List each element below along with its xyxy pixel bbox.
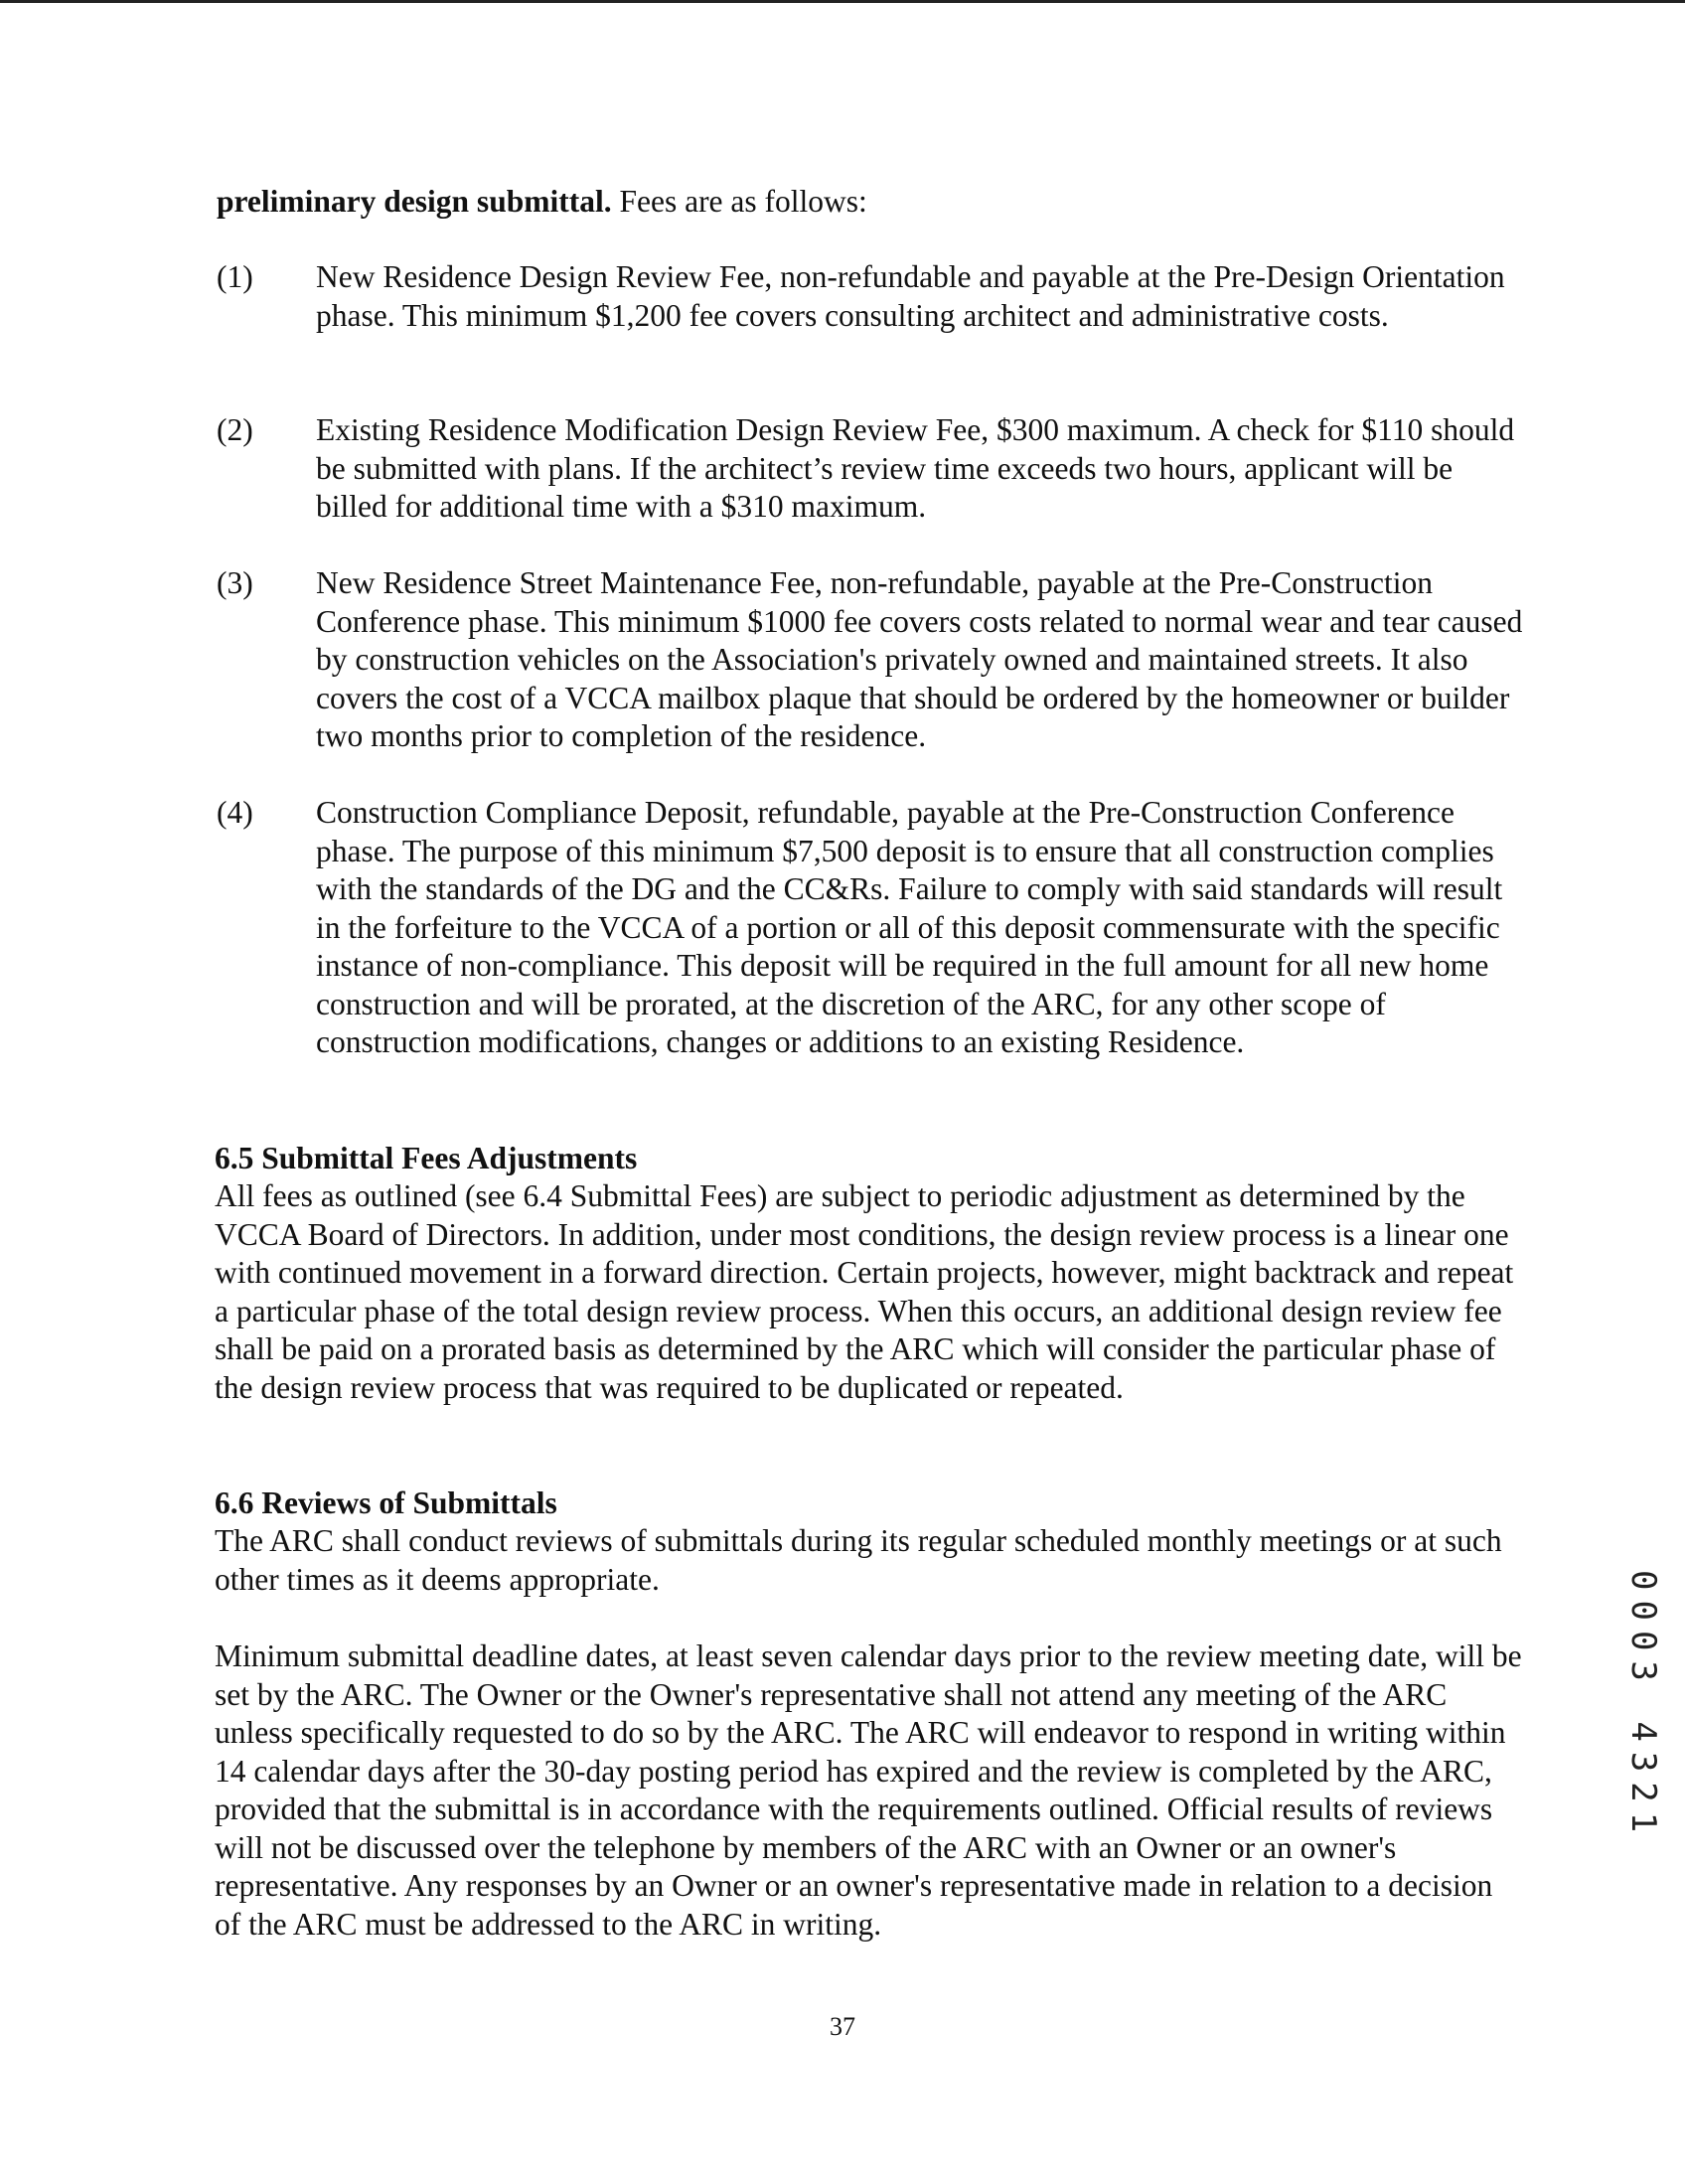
fee-item-1-text: New Residence Design Review Fee, non-refundable and payable at the Pre-Design Orientation phase. This minimum $1,200 fee covers consulting architect and administrative costs. — [316, 259, 1505, 333]
section-6-5-body: All fees as outlined (see 6.4 Submittal Fees) are subject to periodic adjustment as determined by the VCCA Board of Directors. In addition, under most conditions, the design review process is a linear one with continued movement in a forward direction. Certain projects, however, might backtrack and repeat a particular phase of the total design review process. When this occurs, an additional design review fee shall be paid on a prorated basis as determined by the ARC which will consider the particular phase of the design review process that was required to be duplicated or repeated. — [215, 1178, 1514, 1405]
fee-item-4-text: Construction Compliance Deposit, refundable, payable at the Pre-Construction Conference phase. The purpose of this minimum $7,500 deposit is to ensure that all construction complies with the standards of the DG and the CC&Rs. Failure to comply with said standards will result in the forfeiture to the VCCA of a portion or all of this deposit commensurate with the specific instance of non-compliance. This deposit will be required in the full amount for all new home construction and will be prorated, at the discretion of the ARC, for any other scope of construction modifications, changes or additions to an existing Residence. — [316, 795, 1503, 1059]
side-stamp-text: 0003 4321 — [1623, 1570, 1663, 1843]
section-6-6-heading: 6.6 Reviews of Submittals — [215, 1485, 557, 1520]
intro-rest-text: Fees are as follows: — [611, 184, 867, 219]
fee-item-3-number: (3) — [217, 565, 253, 600]
fee-item-1-number: (1) — [217, 259, 253, 294]
fee-item-2-number: (2) — [217, 412, 253, 447]
section-6-6-body-2: Minimum submittal deadline dates, at least seven calendar days prior to the review meeting date, will be set by the ARC. The Owner or the Owner's representative shall not attend any meeting of the ARC unless specifically requested to do so by the ARC. The ARC will endeavor to respond in writing within 14 calendar days after the 30-day posting period has expired and the review is completed by the ARC, provided that the submittal is in accordance with the requirements outlined. Official results of reviews will not be discussed over the telephone by members of the ARC with an Owner or an owner's representative. Any responses by an Owner or an owner's representative made in relation to a decision of the ARC must be addressed to the ARC in writing. — [215, 1638, 1522, 1942]
fee-item-2-text: Existing Residence Modification Design Review Fee, $300 maximum. A check for $110 should be submitted with plans. If the architect’s review time exceeds two hours, applicant will be billed for additional time with a $310 maximum. — [316, 412, 1515, 524]
section-6-5-heading: 6.5 Submittal Fees Adjustments — [215, 1141, 638, 1175]
fee-item-4-number: (4) — [217, 795, 253, 830]
page-number: 37 — [830, 2012, 855, 2041]
side-stamp — [1623, 1570, 1669, 1908]
fee-item-3-text: New Residence Street Maintenance Fee, non-refundable, payable at the Pre-Construction Conference phase. This minimum $1000 fee covers costs related to normal wear and tear caused by construction vehicles on the Association's privately owned and maintained streets. It also covers the cost of a VCCA mailbox plaque that should be ordered by the homeowner or builder two months prior to completion of the residence. — [316, 565, 1523, 753]
intro-paragraph — [217, 183, 867, 222]
section-6-6-body-1: The ARC shall conduct reviews of submittals during its regular scheduled monthly meetings or at such other times as it deems appropriate. — [215, 1523, 1502, 1597]
intro-bold-text: preliminary design submittal. — [217, 184, 612, 219]
